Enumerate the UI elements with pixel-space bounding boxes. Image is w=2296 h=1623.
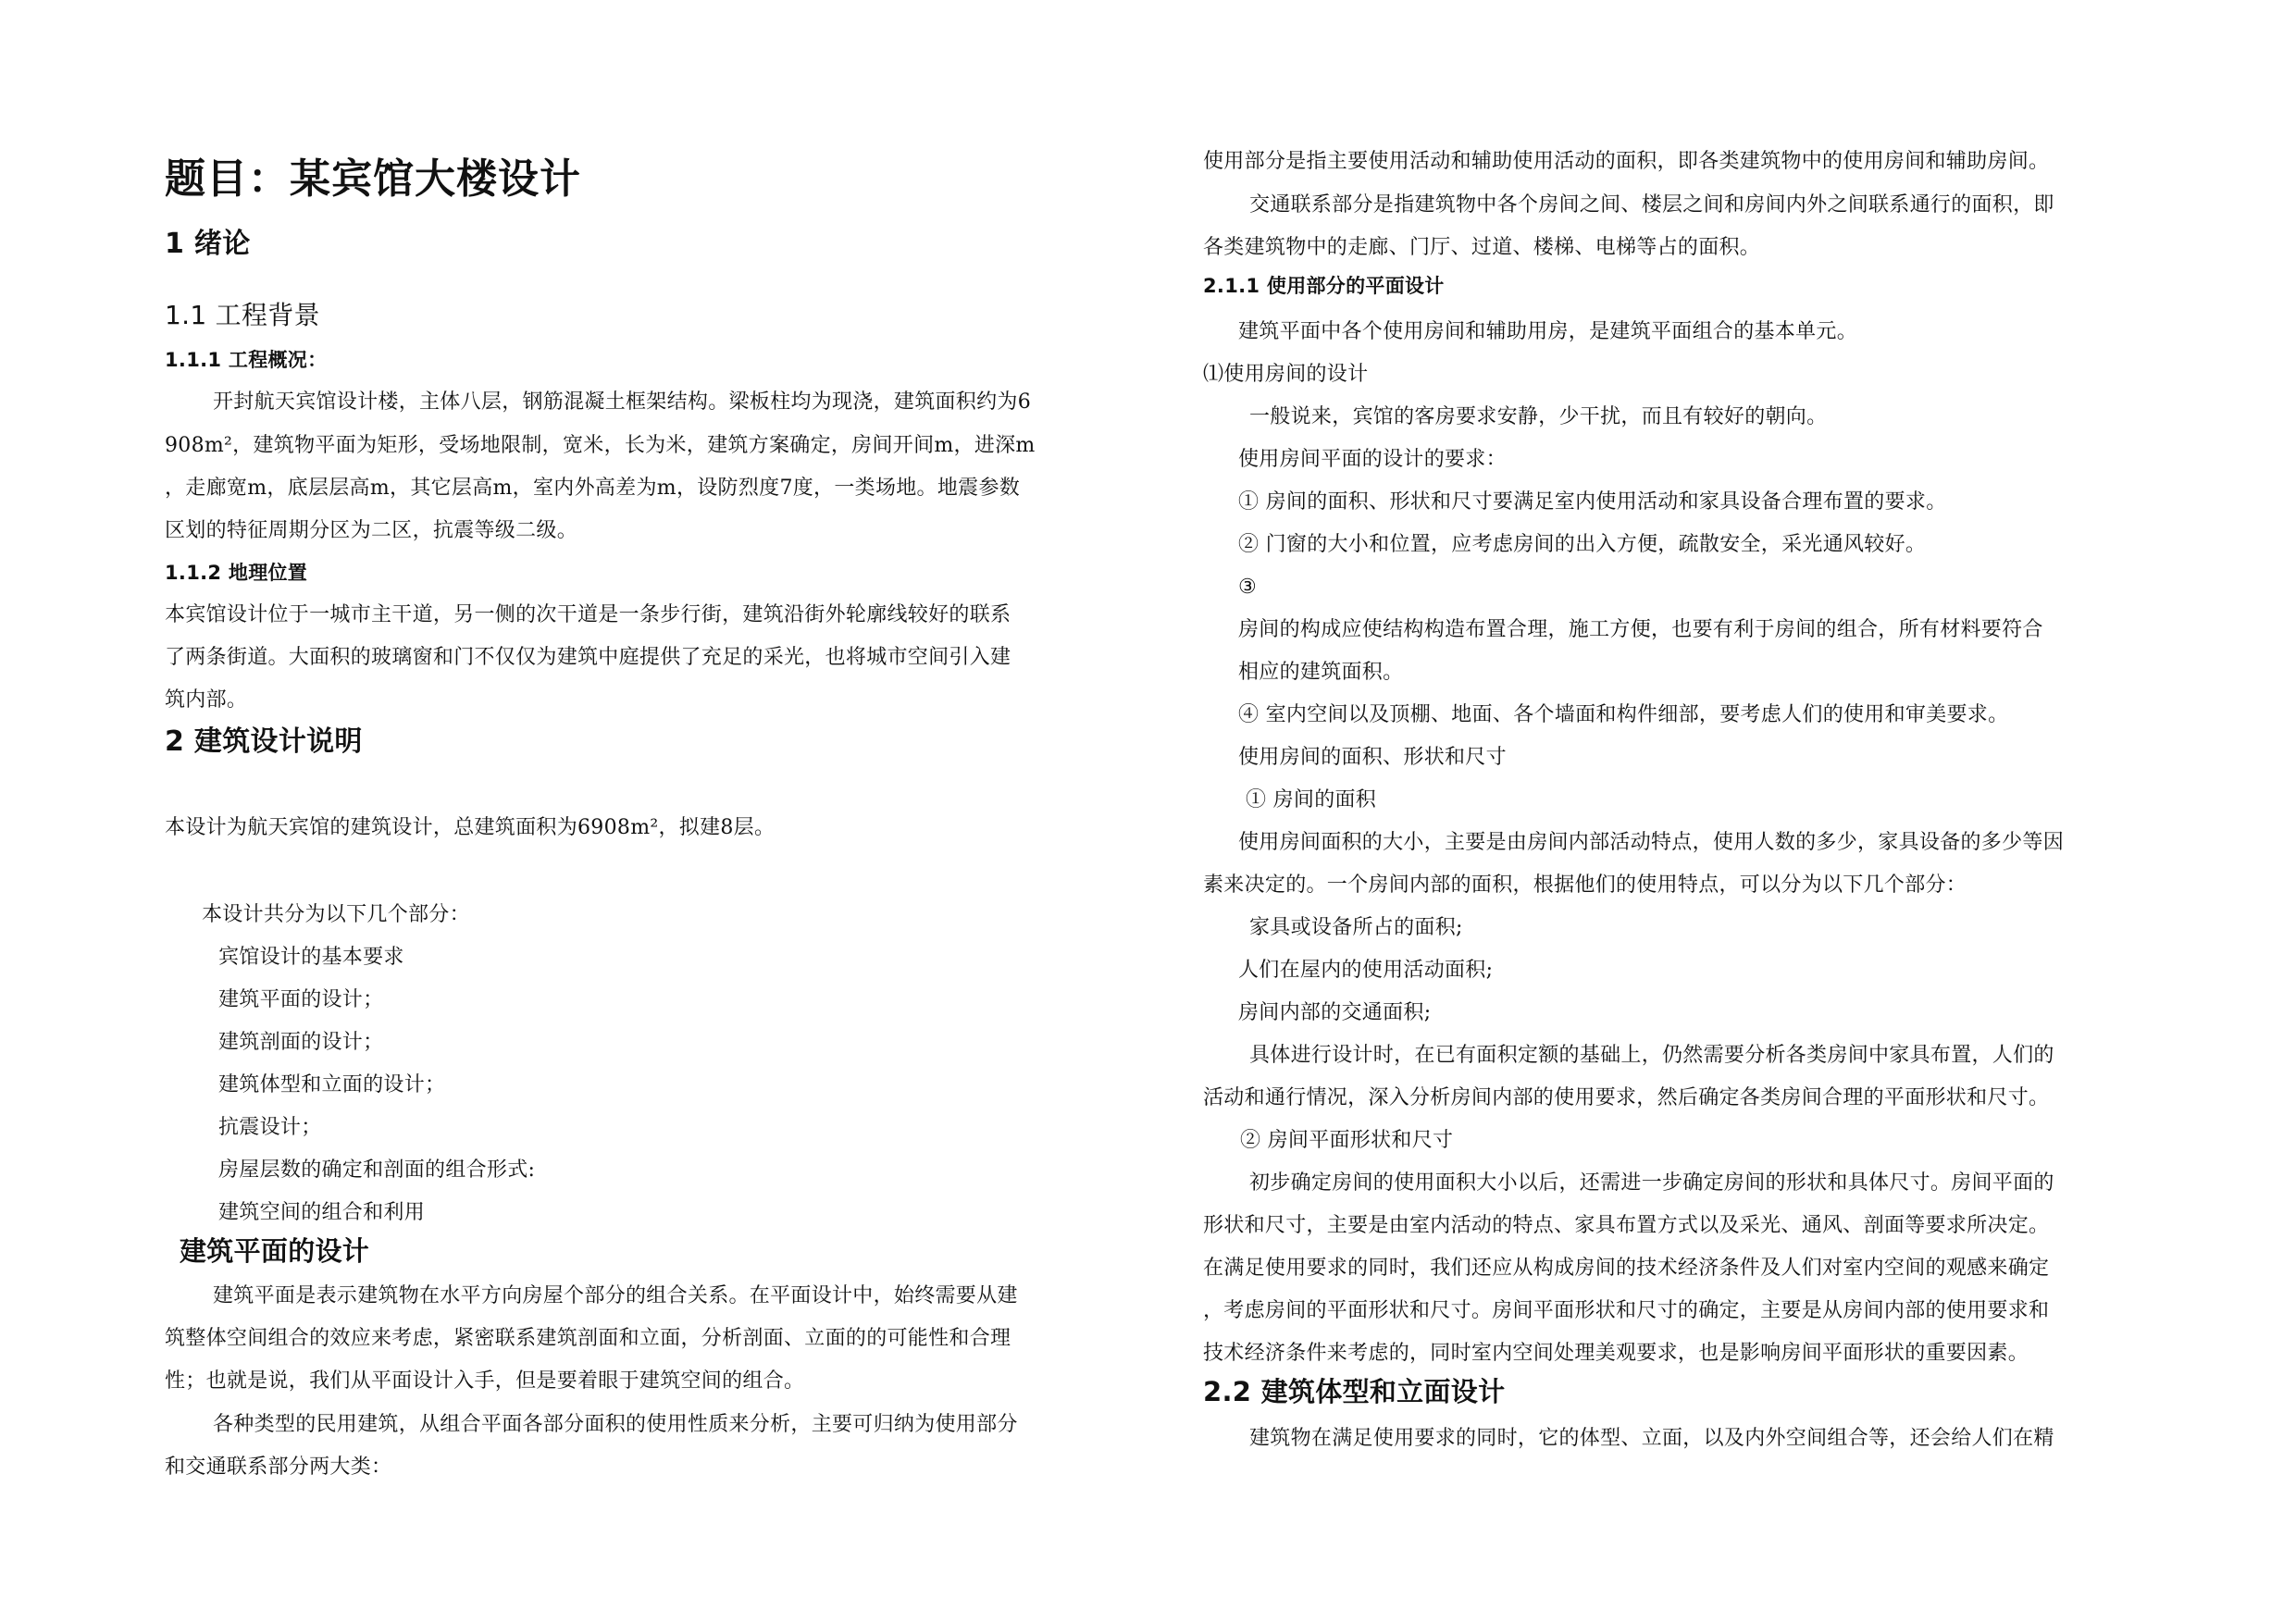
list-item: ④ 室内空间以及顶棚、地面、各个墙面和构件细部，要考虑人们的使用和审美要求。 (1238, 703, 2009, 726)
paragraph-line: 具体进行设计时，在已有面积定额的基础上，仍然需要分析各类房间中家具布置，人们的 (1249, 1044, 2054, 1067)
paragraph-line: 本宾馆设计位于一城市主干道，另一侧的次干道是一条步行街，建筑沿街外轮廓线较好的联系 (165, 603, 1011, 626)
list-item: 建筑剖面的设计； (218, 1031, 384, 1054)
paragraph-line: 各种类型的民用建筑，从组合平面各部分面积的使用性质来分析，主要可归纳为使用部分 (213, 1413, 1018, 1436)
paragraph-line: 了两条街道。大面积的玻璃窗和门不仅仅为建筑中庭提供了充足的采光，也将城市空间引入建 (165, 646, 1011, 669)
list-item: ① 房间的面积 (1246, 788, 1377, 812)
heading-use-plan: 2.1.1 使用部分的平面设计 (1203, 275, 1445, 297)
page-title: 题目：某宾馆大楼设计 (165, 155, 581, 203)
paragraph-line: 908m²，建筑物平面为矩形，受场地限制，宽米，长为米，建筑方案确定，房间开间m，进深m (165, 434, 1036, 457)
list-item: 家具或设备所占的面积; (1249, 916, 1463, 939)
paragraph-line: 本设计为航天宾馆的建筑设计，总建筑面积为6908m²，拟建8层。 (165, 816, 776, 839)
list-item: ① 房间的面积、形状和尺寸要满足室内使用活动和家具设备合理布置的要求。 (1238, 490, 1947, 514)
paragraph-line: 建筑平面中各个使用房间和辅助用房，是建筑平面组合的基本单元。 (1238, 320, 1858, 343)
paragraph-line: 在满足使用要求的同时，我们还应从构成房间的技术经济条件及人们对室内空间的观感来确定 (1203, 1257, 2050, 1280)
paragraph-line: 素来决定的。一个房间内部的面积，根据他们的使用特点，可以分为以下几个部分： (1203, 873, 1967, 897)
paragraph-line: 一般说来，宾馆的客房要求安静，少干扰，而且有较好的朝向。 (1249, 405, 1828, 428)
list-item: 房间内部的交通面积; (1238, 1001, 1432, 1024)
paragraph-line: 交通联系部分是指建筑物中各个房间之间、楼层之间和房间内外之间联系通行的面积，即 (1249, 193, 2054, 217)
heading-location: 1.1.2 地理位置 (165, 562, 308, 584)
heading-background: 1.1 工程背景 (165, 300, 320, 330)
paragraph-line: 和交通联系部分两大类： (165, 1456, 392, 1479)
heading-intro: 1 绪论 (165, 228, 251, 260)
list-item: ② 房间平面形状和尺寸 (1240, 1129, 1454, 1152)
list-item: 宾馆设计的基本要求 (218, 946, 404, 969)
paragraph-line: 筑内部。 (165, 688, 248, 712)
paragraph-line: 使用房间的面积、形状和尺寸 (1238, 746, 1507, 769)
paragraph-line: 建筑平面是表示建筑物在水平方向房屋个部分的组合关系。在平面设计中，始终需要从建 (213, 1284, 1018, 1307)
paragraph-line: 开封航天宾馆设计楼，主体八层，钢筋混凝土框架结构。梁板柱均为现浇，建筑面积约为6 (213, 390, 1031, 414)
list-item: 人们在屋内的使用活动面积; (1238, 959, 1494, 982)
paragraph-line: ，走廊宽m，底层层高m，其它层高m，室内外高差为m，设防烈度7度，一类场地。地震参数 (165, 477, 1021, 500)
heading-shape: 2.2 建筑体型和立面设计 (1203, 1376, 1506, 1407)
paragraph-line: 使用部分是指主要使用活动和辅助使用活动的面积，即各类建筑物中的使用房间和辅助房间。 (1203, 150, 2050, 173)
paragraph-line: 建筑物在满足使用要求的同时，它的体型、立面，以及内外空间组合等，还会给人们在精 (1249, 1427, 2054, 1450)
paragraph-line: 性；也就是说，我们从平面设计入手，但是要着眼于建筑空间的组合。 (165, 1369, 805, 1393)
heading-overview: 1.1.1 工程概况： (165, 349, 328, 371)
list-item: 房屋层数的确定和剖面的组合形式: (218, 1158, 536, 1182)
paragraph-line: 相应的建筑面积。 (1238, 661, 1404, 684)
paragraph-line: ⑴使用房间的设计 (1203, 363, 1369, 386)
paragraph-line: 形状和尺寸，主要是由室内活动的特点、家具布置方式以及采光、通风、剖面等要求所决定。 (1203, 1214, 2050, 1237)
heading-design: 2 建筑设计说明 (165, 725, 363, 758)
list-item: ② 门窗的大小和位置，应考虑房间的出入方便，疏散安全，采光通风较好。 (1238, 533, 1927, 556)
heading-plan: 建筑平面的设计 (180, 1235, 370, 1267)
paragraph-line: 筑整体空间组合的效应来考虑，紧密联系建筑剖面和立面，分析剖面、立面的的可能性和合理 (165, 1327, 1011, 1350)
list-item: 建筑平面的设计； (218, 988, 384, 1011)
list-item: ③ (1238, 576, 1258, 599)
paragraph-line: 活动和通行情况，深入分析房间内部的使用要求，然后确定各类房间合理的平面形状和尺寸。 (1203, 1086, 2050, 1109)
paragraph-line: 使用房间平面的设计的要求： (1238, 448, 1507, 471)
paragraph-line: 房间的构成应使结构构造布置合理，施工方便，也要有利于房间的组合，所有材料要符合 (1238, 618, 2043, 641)
paragraph-line: 使用房间面积的大小，主要是由房间内部活动特点，使用人数的多少，家具设备的多少等因 (1238, 831, 2065, 854)
list-item: 建筑体型和立面的设计； (218, 1073, 446, 1096)
list-item: 抗震设计； (218, 1116, 322, 1139)
paragraph-line: 技术经济条件来考虑的，同时室内空间处理美观要求，也是影响房间平面形状的重要因素。 (1203, 1342, 2029, 1365)
paragraph-line: 各类建筑物中的走廊、门厅、过道、楼梯、电梯等占的面积。 (1203, 236, 1761, 259)
parts-intro: 本设计共分为以下几个部分： (202, 903, 470, 926)
paragraph-line: 区划的特征周期分区为二区，抗震等级二级。 (165, 519, 578, 542)
paragraph-line: 初步确定房间的使用面积大小以后，还需进一步确定房间的形状和具体尺寸。房间平面的 (1249, 1171, 2054, 1195)
paragraph-line: ，考虑房间的平面形状和尺寸。房间平面形状和尺寸的确定，主要是从房间内部的使用要求和 (1203, 1299, 2050, 1322)
list-item: 建筑空间的组合和利用 (218, 1201, 426, 1224)
